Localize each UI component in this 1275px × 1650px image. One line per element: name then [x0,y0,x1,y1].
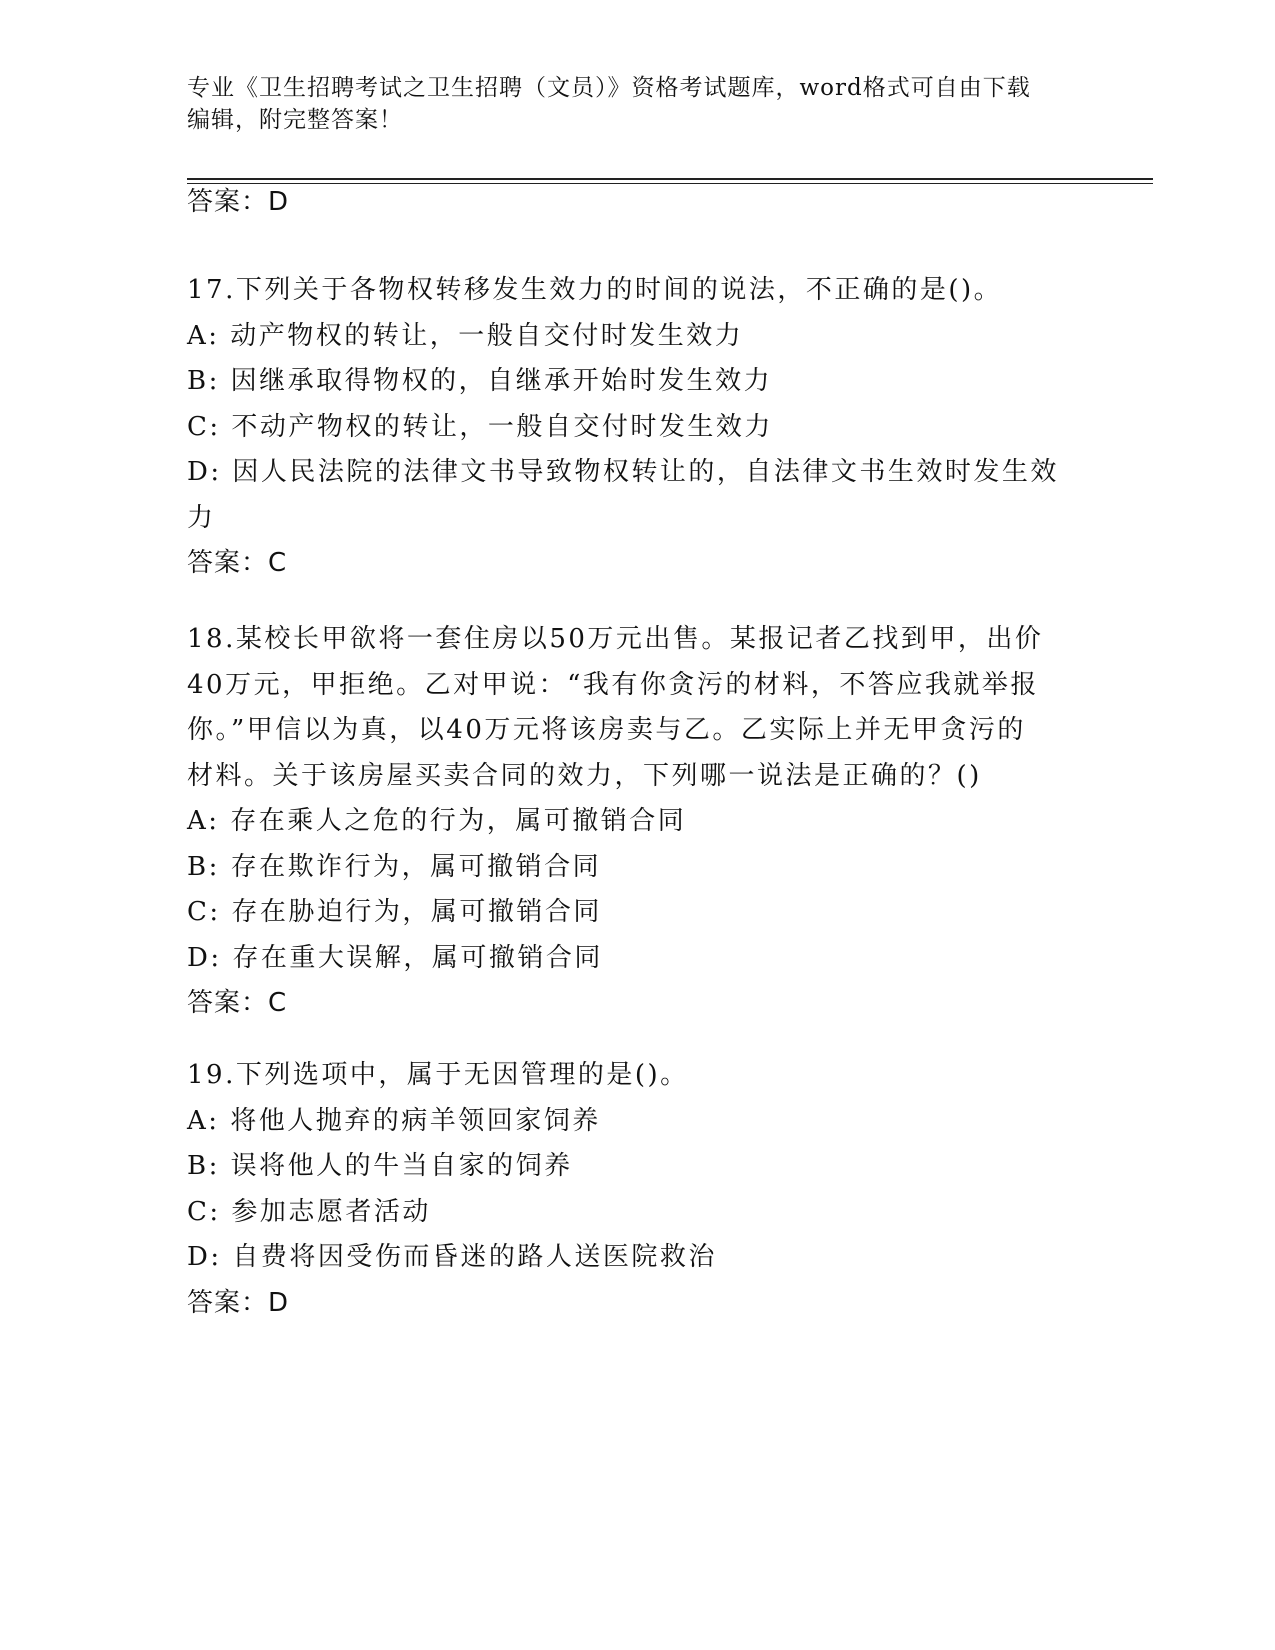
answer-line: 答案：C [187,988,288,1018]
option-b: B: 存在欺诈行为，属可撤销合同 [187,851,602,882]
question-stem-line-3: 你。”甲信以为真，以40万元将该房卖与乙。乙实际上并无甲贪污的 [187,715,1026,745]
header-line-1: 专业《卫生招聘考试之卫生招聘（文员）》资格考试题库，word格式可自由下载 [187,75,1031,101]
option-d-continued: 力 [187,502,216,533]
option-a: A: 动产物权的转让，一般自交付时发生效力 [187,320,744,351]
question-stem: 17.下列关于各物权转移发生效力的时间的说法，不正确的是()。 [187,275,1003,305]
option-b: B: 因继承取得物权的，自继承开始时发生效力 [187,366,773,396]
question-stem-line-2: 40万元，甲拒绝。乙对甲说：“我有你贪污的材料，不答应我就举报 [187,669,1039,700]
question-stem-line-4: 材料。关于该房屋买卖合同的效力，下列哪一说法是正确的？() [187,760,982,791]
question-stem: 19.下列选项中，属于无因管理的是()。 [187,1060,689,1090]
option-c: C: 不动产物权的转让，一般自交付时发生效力 [187,411,773,442]
question-stem-line-1: 18.某校长甲欲将一套住房以50万元出售。某报记者乙找到甲，出价 [187,624,1044,654]
answer-line: 答案：D [187,1287,290,1318]
question-18 [187,617,1087,1027]
option-d: D: 因人民法院的法律文书导致物权转让的，自法律文书生效时发生效 [187,457,1059,487]
question-19 [187,1053,1087,1326]
option-a: A: 将他人抛弃的病羊领回家饲养 [187,1105,601,1136]
previous-answer-block [187,180,1087,226]
option-c: C: 存在胁迫行为，属可撤销合同 [187,897,602,927]
option-a: A: 存在乘人之危的行为，属可撤销合同 [187,806,687,836]
option-d: D: 自费将因受伤而昏迷的路人送医院救治 [187,1242,717,1272]
option-b: B: 误将他人的牛当自家的饲养 [187,1151,573,1181]
document-header [187,72,1087,136]
answer-line: 答案：D [187,187,290,217]
option-c: C: 参加志愿者活动 [187,1196,431,1227]
answer-line: 答案：C [187,548,288,578]
option-d: D: 存在重大误解，属可撤销合同 [187,942,603,973]
question-17 [187,268,1087,587]
header-line-2: 编辑，附完整答案！ [187,107,403,133]
